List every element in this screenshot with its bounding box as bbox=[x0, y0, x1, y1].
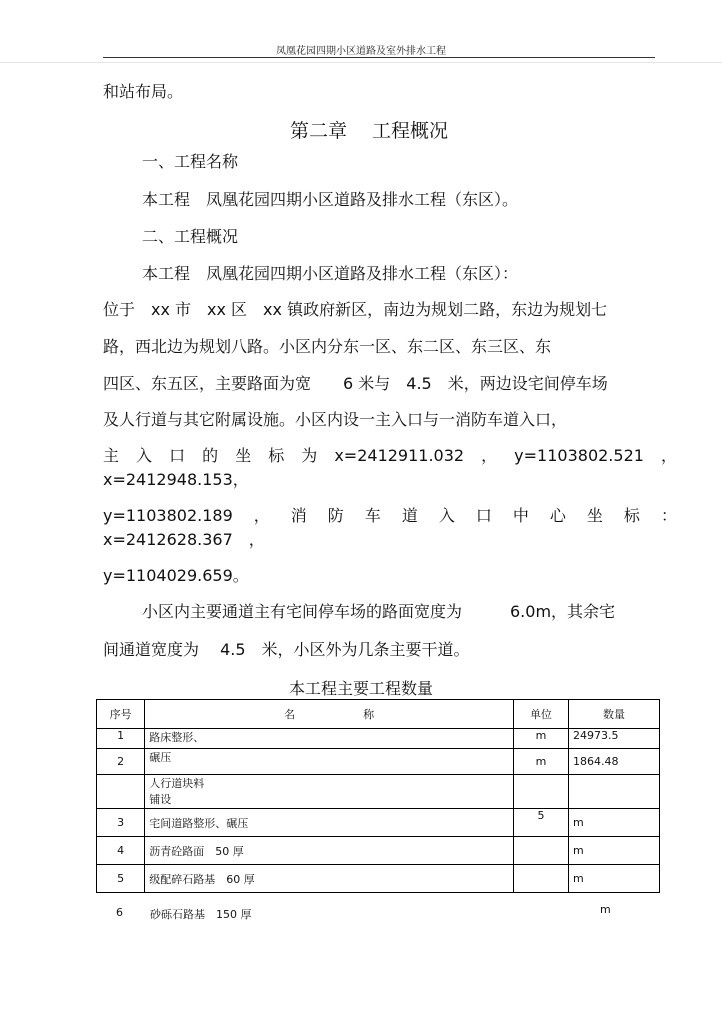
header-name bbox=[145, 700, 514, 729]
coordinate-value: y=1103802.521 bbox=[514, 446, 644, 465]
cell-name-line: 铺设 bbox=[149, 793, 172, 806]
paragraph-line: 及人行道与其它附属设施。小区内设一主入口与一消防车道入口， bbox=[103, 410, 568, 429]
paragraph-line: 四区、东五区，主要路面为宽 6 米与 4.5 米，两边设宅间停车场 bbox=[103, 374, 608, 393]
cell-unit: m bbox=[513, 749, 568, 775]
cell-unit: 5 bbox=[513, 809, 568, 837]
coordinate-line-4: x=2412628.367 ， bbox=[103, 530, 265, 549]
coordinate-value: y=1103802.189 bbox=[103, 506, 233, 525]
table-row bbox=[97, 865, 660, 893]
coordinate-line-1 bbox=[103, 446, 677, 466]
cell-unit: m bbox=[513, 729, 568, 749]
header-name-a: 名 bbox=[284, 708, 296, 721]
row-6-qty: m bbox=[600, 903, 611, 916]
table-row bbox=[97, 809, 660, 837]
cell-no: 2 bbox=[97, 749, 145, 775]
char: 防 bbox=[327, 506, 344, 525]
char: 的 bbox=[202, 446, 219, 465]
char: ， bbox=[253, 506, 270, 525]
coordinate-line-2: x=2412948.153， bbox=[103, 470, 249, 489]
char: ， bbox=[481, 446, 498, 465]
width-line-1: 小区内主要通道主有宅间停车场的路面宽度为 6.0m，其余宅 bbox=[142, 602, 616, 621]
coordinate-value: x=2412911.032 bbox=[334, 446, 465, 465]
cell-no bbox=[97, 775, 145, 809]
char: 标 bbox=[623, 506, 640, 525]
char: 坐 bbox=[235, 446, 252, 465]
chapter-title: 第二章 工程概况 bbox=[290, 120, 449, 142]
header-qty: 数量 bbox=[568, 700, 659, 729]
cell-name-line: 人行道块料 bbox=[149, 777, 205, 790]
char: 坐 bbox=[586, 506, 603, 525]
table-title: 本工程主要工程数量 bbox=[288, 679, 433, 698]
cell-no: 4 bbox=[97, 837, 145, 865]
char: 道 bbox=[401, 506, 418, 525]
section-heading-2: 二、工程概况 bbox=[142, 227, 239, 246]
cell-no: 1 bbox=[97, 729, 145, 749]
char: 口 bbox=[169, 446, 186, 465]
cell-qty: 1864.48 bbox=[568, 749, 659, 775]
cell-unit bbox=[513, 775, 568, 809]
cell-name: 宅间道路整形、碾压 bbox=[145, 809, 514, 837]
char: ， bbox=[660, 446, 677, 465]
paragraph-tail: 和站布局。 bbox=[103, 82, 184, 101]
header-name-b: 称 bbox=[363, 708, 375, 721]
cell-name: 级配碎石路基 60 厚 bbox=[145, 865, 514, 893]
cell-qty: 24973.5 bbox=[568, 729, 659, 749]
quantity-table bbox=[96, 699, 660, 893]
char: ： bbox=[660, 506, 677, 525]
coordinate-line-5: y=1104029.659。 bbox=[103, 566, 249, 585]
cell-name: 路床整形、 bbox=[145, 729, 514, 749]
cell-unit bbox=[513, 837, 568, 865]
cell-name bbox=[145, 775, 514, 809]
table-row bbox=[97, 749, 660, 775]
char: 主 bbox=[103, 446, 120, 465]
char: 口 bbox=[475, 506, 492, 525]
char: 车 bbox=[364, 506, 381, 525]
cell-unit bbox=[513, 865, 568, 893]
char: 中 bbox=[512, 506, 529, 525]
paragraph-line: 位于 xx 市 xx 区 xx 镇政府新区，南边为规划二路，东边为规划七 bbox=[103, 300, 608, 319]
cell-no: 3 bbox=[97, 809, 145, 837]
scan-edge bbox=[0, 62, 722, 63]
overview-intro: 本工程 凤凰花园四期小区道路及排水工程（东区）： bbox=[142, 264, 519, 283]
char: 入 bbox=[136, 446, 153, 465]
cell-qty: m bbox=[568, 865, 659, 893]
width-line-2: 间通道宽度为 4.5 米，小区外为几条主要干道。 bbox=[103, 640, 470, 659]
row-6-name: 砂砾石路基 150 厚 bbox=[150, 908, 252, 921]
table-row bbox=[97, 775, 660, 809]
row-6-no: 6 bbox=[116, 906, 123, 919]
coordinate-line-3 bbox=[103, 506, 677, 526]
project-name-line: 本工程 凤凰花园四期小区道路及排水工程（东区）。 bbox=[142, 190, 519, 209]
char: 入 bbox=[438, 506, 455, 525]
cell-qty: m bbox=[568, 809, 659, 837]
cell-name: 碾压 bbox=[145, 749, 514, 775]
section-heading-1: 一、工程名称 bbox=[142, 152, 239, 171]
table-row bbox=[97, 729, 660, 749]
char: 为 bbox=[301, 446, 318, 465]
header-no: 序号 bbox=[97, 700, 145, 729]
paragraph-line: 路，西北边为规划八路。小区内分东一区、东二区、东三区、东 bbox=[103, 337, 552, 356]
char: 标 bbox=[268, 446, 285, 465]
cell-name: 沥青砼路面 50 厚 bbox=[145, 837, 514, 865]
table-header-row bbox=[97, 700, 660, 729]
running-header: 凤凰花园四期小区道路及室外排水工程 bbox=[276, 46, 446, 57]
header-unit: 单位 bbox=[513, 700, 568, 729]
table-row bbox=[97, 837, 660, 865]
cell-no: 5 bbox=[97, 865, 145, 893]
char: 消 bbox=[290, 506, 307, 525]
cell-qty: m bbox=[568, 837, 659, 865]
char: 心 bbox=[549, 506, 566, 525]
cell-qty bbox=[568, 775, 659, 809]
header-rule bbox=[103, 57, 655, 58]
